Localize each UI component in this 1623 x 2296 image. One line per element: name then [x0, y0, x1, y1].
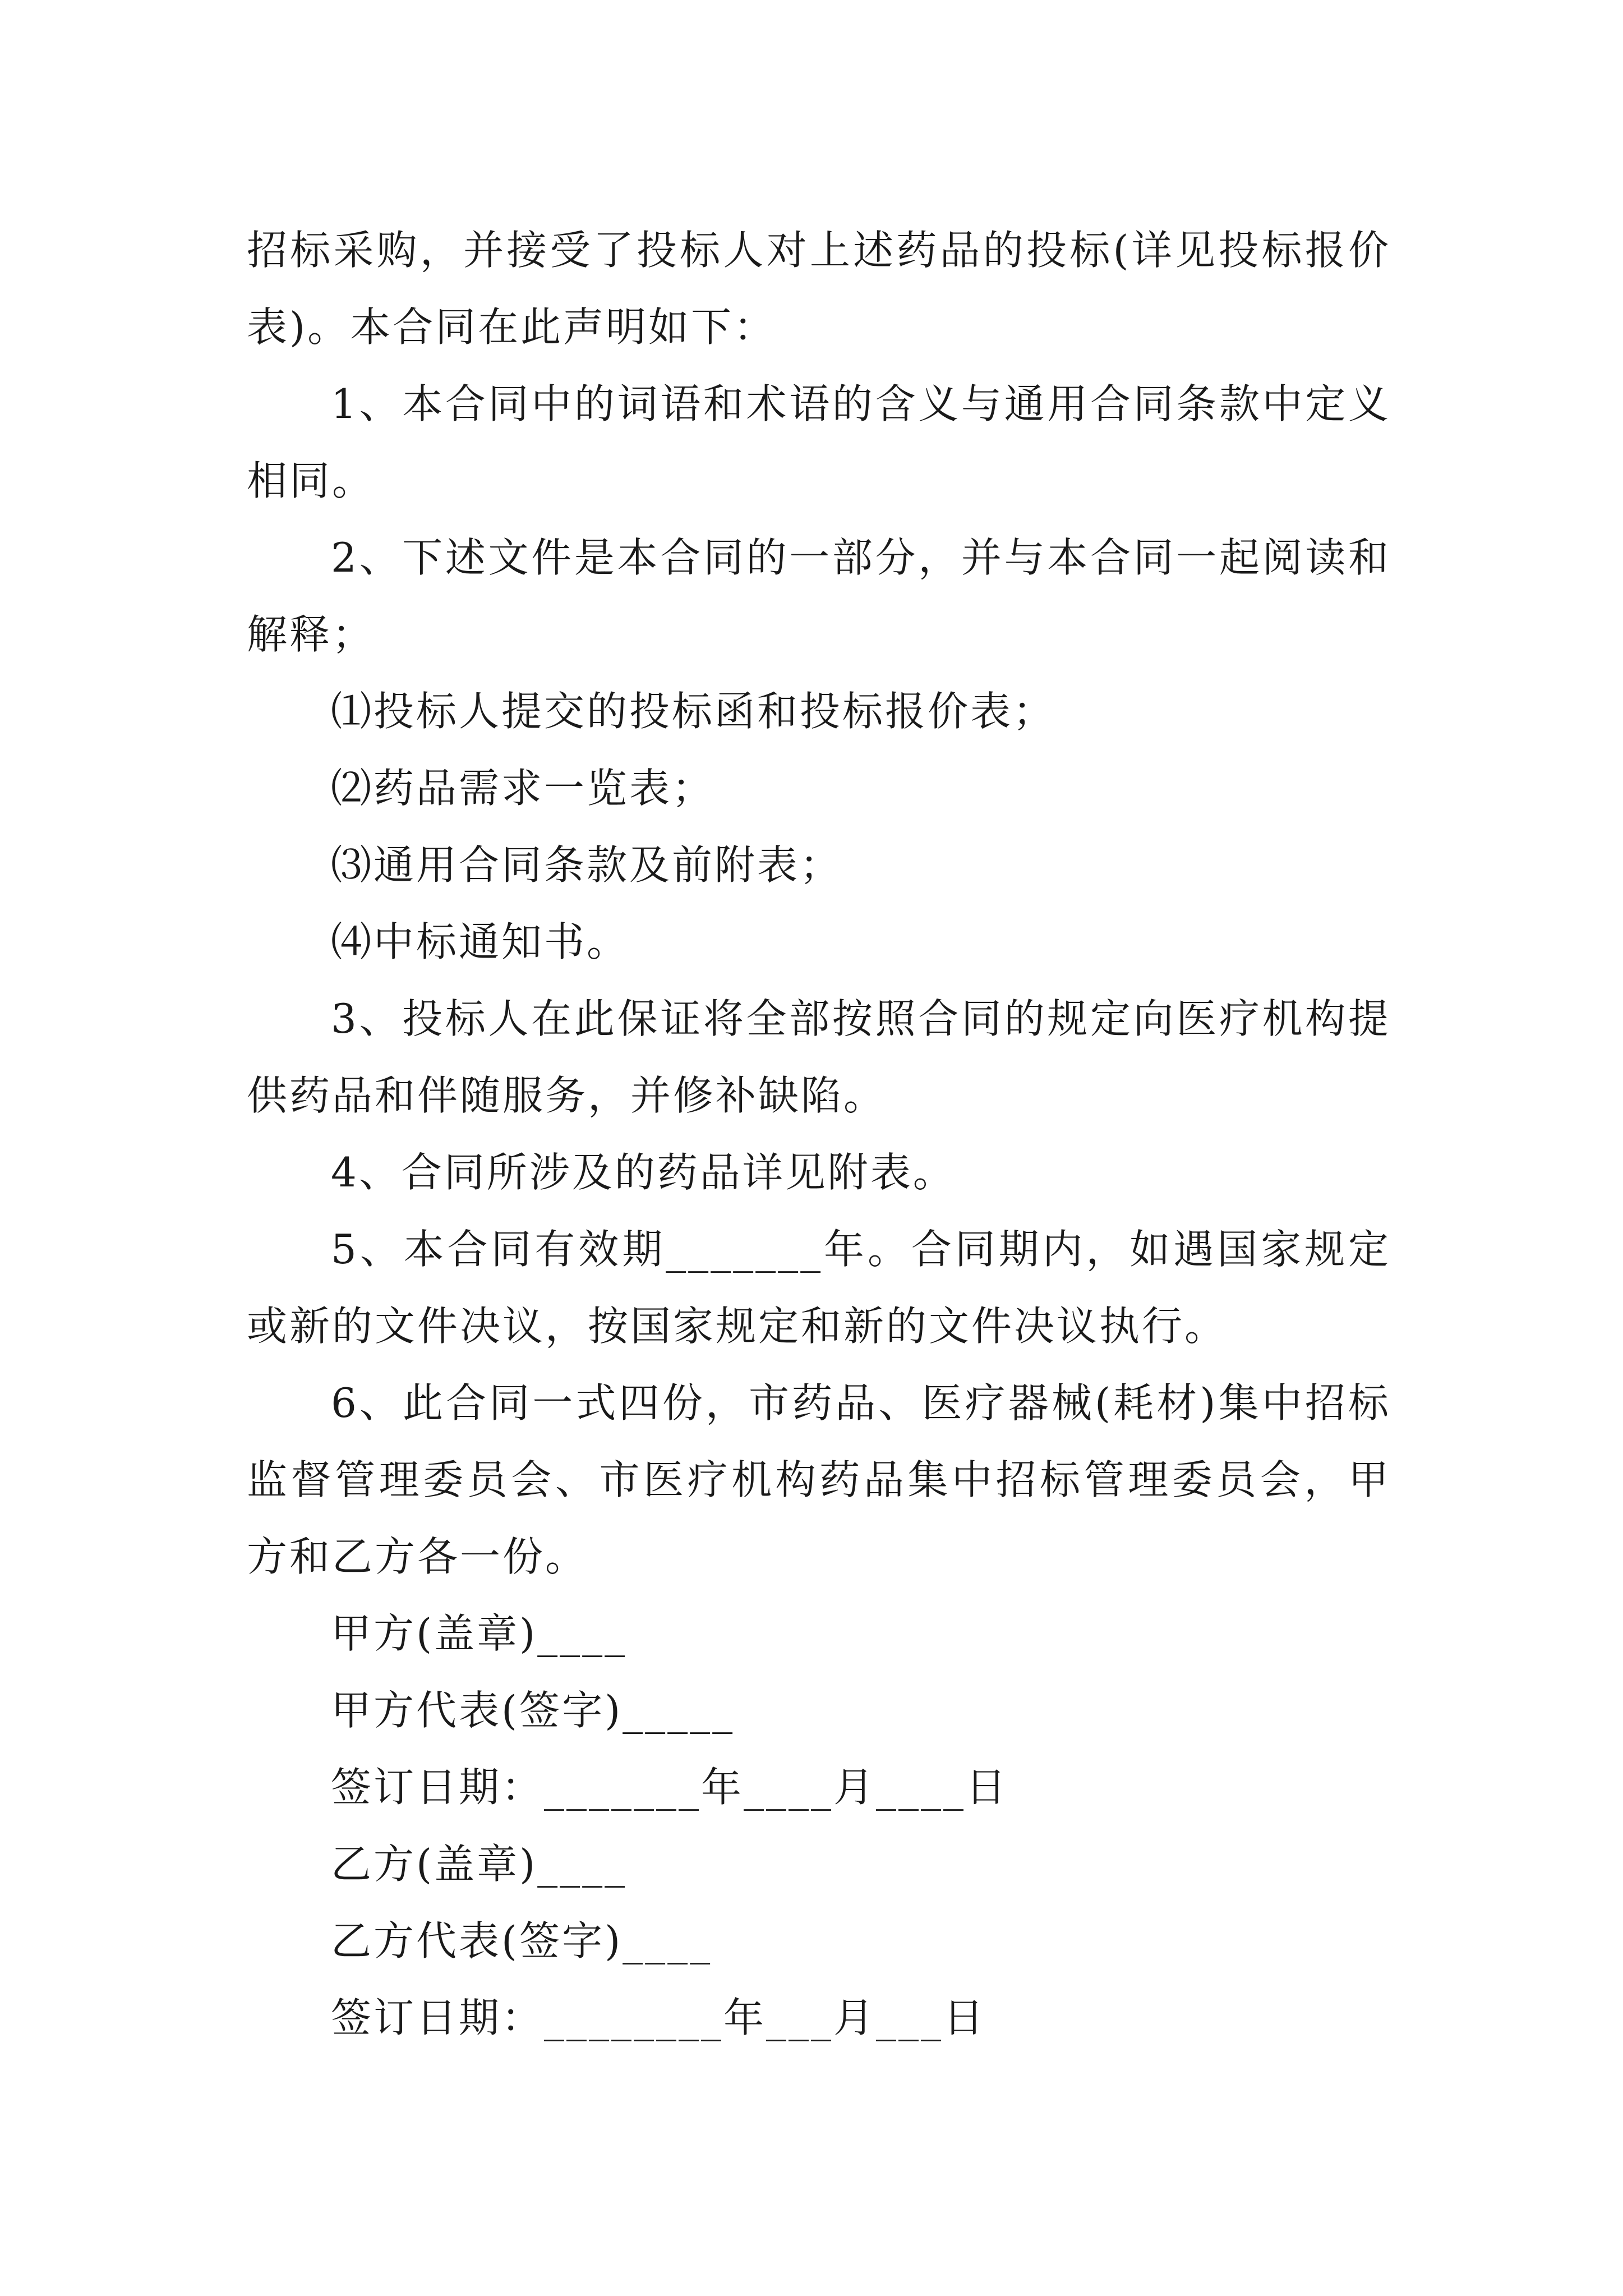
clause-5: 5、本合同有效期_______年。合同期内，如遇国家规定或新的文件决议，按国家规定和新的文件决议执行。: [247, 1226, 1391, 1350]
party-a-representative-line: 甲方代表(签字)_____: [331, 1687, 735, 1734]
clause-6: 6、此合同一式四份，市药品、医疗器械(耗材)集中招标监督管理委员会、市医疗机构药品集中招标管理委员会，甲方和乙方各一份。: [247, 1379, 1391, 1580]
party-a-seal-line: 甲方(盖章)____: [331, 1610, 628, 1657]
clause-2-item-3: ⑶通用合同条款及前附表；: [331, 841, 843, 889]
clause-2: 2、下述文件是本合同的一部分，并与本合同一起阅读和解释；: [247, 534, 1391, 658]
paragraph-intro: 招标采购，并接受了投标人对上述药品的投标(详见投标报价表)。本合同在此声明如下：: [247, 227, 1391, 351]
party-b-representative-line: 乙方代表(签字)____: [331, 1917, 713, 1964]
party-b-sign-date-line: 签订日期：________年___月___日: [331, 1994, 986, 2041]
clause-2-item-2: ⑵药品需求一览表；: [331, 765, 715, 812]
party-a-sign-date-line: 签订日期：_______年____月____日: [331, 1764, 1009, 1811]
clause-1: 1、本合同中的词语和术语的含义与通用合同条款中定义相同。: [247, 380, 1391, 504]
clause-3: 3、投标人在此保证将全部按照合同的规定向医疗机构提供药品和伴随服务，并修补缺陷。: [247, 995, 1391, 1119]
contract-body: [247, 212, 1391, 2056]
clause-2-item-4: ⑷中标通知书。: [331, 918, 630, 965]
clause-4: 4、合同所涉及的药品详见附表。: [331, 1149, 956, 1196]
party-b-seal-line: 乙方(盖章)____: [331, 1841, 628, 1888]
clause-2-item-1: ⑴投标人提交的投标函和投标报价表；: [331, 688, 1056, 735]
